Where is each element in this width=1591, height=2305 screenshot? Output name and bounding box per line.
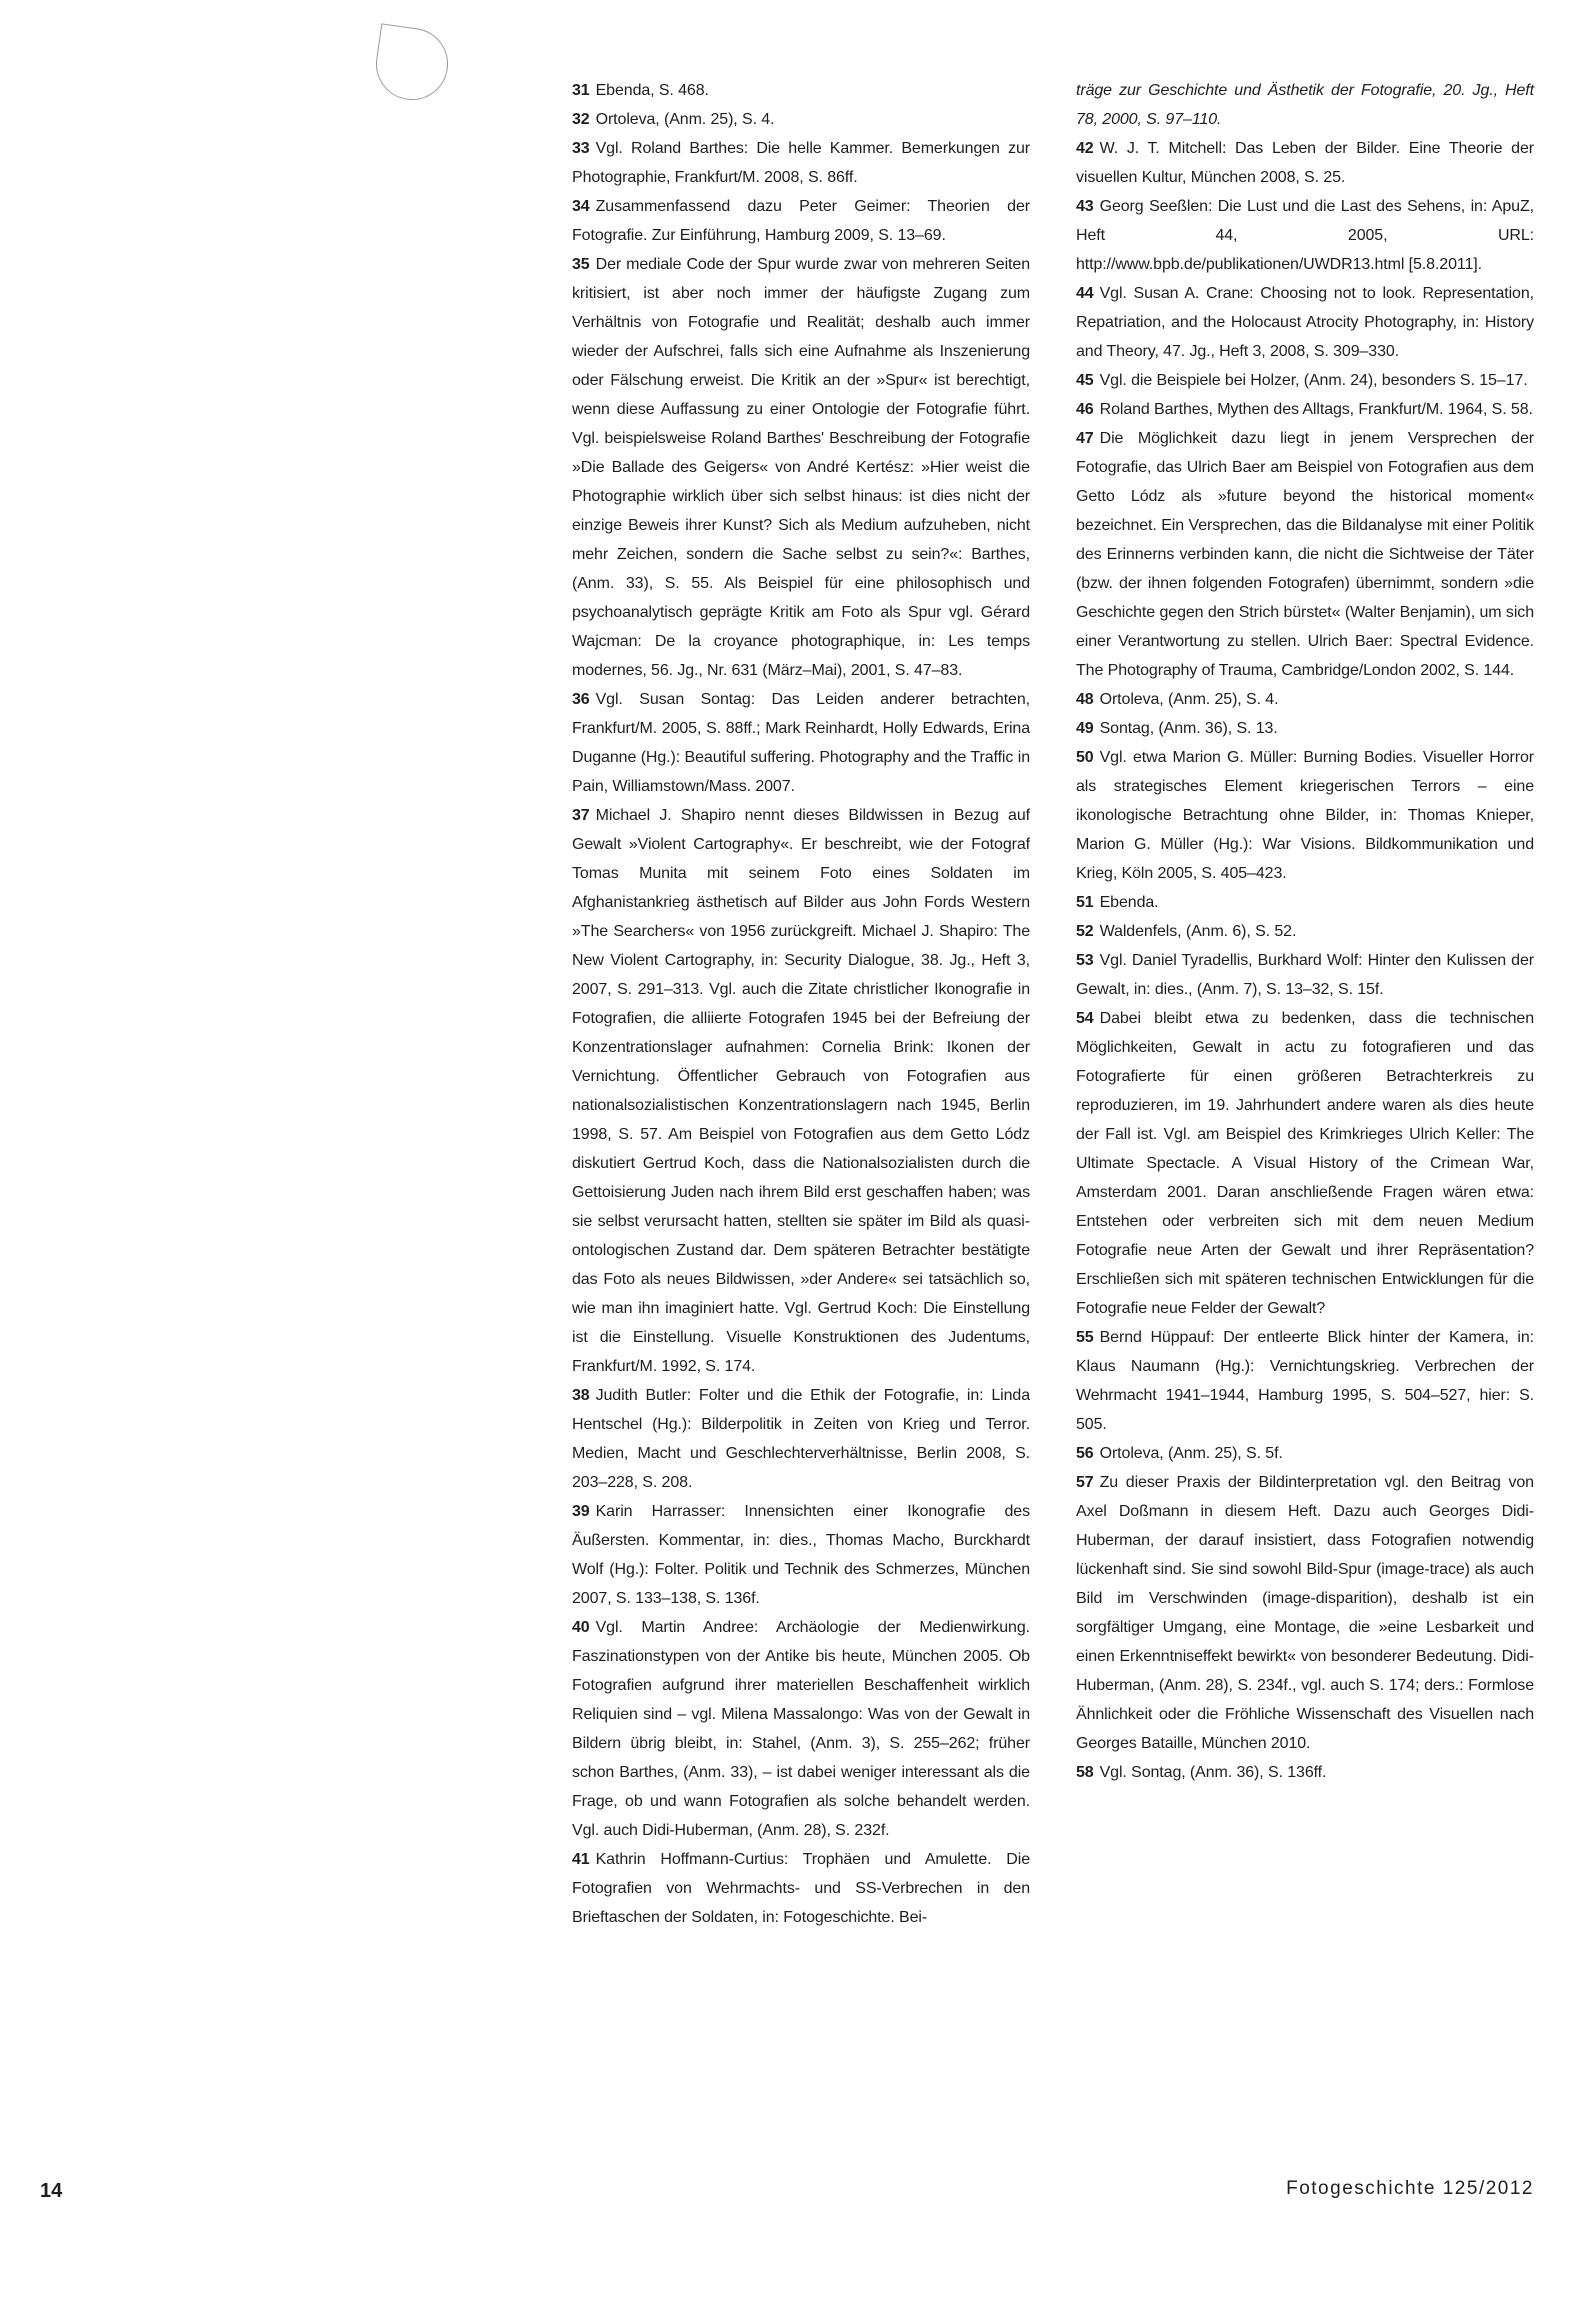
- footnote-text: Ebenda.: [1099, 894, 1159, 911]
- footnote-text: Waldenfels, (Anm. 6), S. 52.: [1099, 923, 1297, 940]
- footnotes-column-left: [572, 76, 1030, 1932]
- footnote: [1076, 366, 1534, 395]
- footnote-text: Die Möglichkeit dazu liegt in jenem Versprechen der Fotografie, das Ulrich Baer am Beispiel von Fotografien aus dem Getto Lódz als »future beyond the historical moment« bezeichnet. Ein Versprechen, das die Bildanalyse mit einer Politik des Erinnerns verbinden kann, die nicht die Sichtweise der Täter (bzw. der ihnen folgenden Fotografen) übernimmt, sondern »die Geschichte gegen den Strich bürstet« (Walter Benjamin), um sich einer Verantwortung zu stellen. Ulrich Baer: Spectral Evidence. The Photography of Trauma, Cambridge/London 2002, S. 144.: [1076, 430, 1534, 679]
- footnote-text: Karin Harrasser: Innensichten einer Ikonografie des Äußersten. Kommentar, in: dies., Thomas Macho, Burckhardt Wolf (Hg.): Folter. Politik und Technik des Schmerzes, München 2007, S. 133–138, S. 136f.: [572, 1503, 1030, 1607]
- footnote-text: Roland Barthes, Mythen des Alltags, Frankfurt/M. 1964, S. 58.: [1099, 401, 1533, 418]
- footnote-text: Ortoleva, (Anm. 25), S. 4.: [1099, 691, 1279, 708]
- footnote-text: Vgl. Roland Barthes: Die helle Kammer. Bemerkungen zur Photographie, Frankfurt/M. 2008, S. 86ff.: [572, 140, 1030, 186]
- footnote-number: 43: [1076, 198, 1094, 215]
- footnote: [1076, 946, 1534, 1004]
- footnote-number: 56: [1076, 1445, 1094, 1462]
- page-number: 14: [40, 2180, 63, 2202]
- footnote-text: Dabei bleibt etwa zu bedenken, dass die technischen Möglichkeiten, Gewalt in actu zu fotografieren und das Fotografierte für einen größeren Betrachterkreis zu reproduzieren, im 19. Jahrhundert andere waren als dies heute der Fall ist. Vgl. am Beispiel des Krimkrieges Ulrich Keller: The Ultimate Spectacle. A Visual History of the Crimean War, Amsterdam 2001. Daran anschließende Fragen wären etwa: Entstehen oder verbreiten sich mit dem neuen Medium Fotografie neue Arten der Gewalt und ihrer Repräsentation? Erschließen sich mit späteren technischen Entwicklungen für die Fotografie neue Felder der Gewalt?: [1076, 1010, 1534, 1317]
- footnote-number: 48: [1076, 691, 1094, 708]
- footnote: [1076, 1439, 1534, 1468]
- footnote: [1076, 1468, 1534, 1758]
- footnote-number: 50: [1076, 749, 1094, 766]
- footnote: [572, 105, 1030, 134]
- footnote-continuation: träge zur Geschichte und Ästhetik der Fotografie, 20. Jg., Heft 78, 2000, S. 97–110.: [1076, 82, 1534, 128]
- footnote-number: 37: [572, 807, 590, 824]
- scan-mark: [371, 23, 452, 104]
- footnote-text: Ortoleva, (Anm. 25), S. 4.: [595, 111, 775, 128]
- footnote: [1076, 714, 1534, 743]
- footnote: [1076, 743, 1534, 888]
- footnote: [1076, 1004, 1534, 1323]
- footnote-number: 45: [1076, 372, 1094, 389]
- footnote-number: 44: [1076, 285, 1094, 302]
- footnote: [1076, 134, 1534, 192]
- footnote-text: Zu dieser Praxis der Bildinterpretation vgl. den Beitrag von Axel Doßmann in diesem Heft. Dazu auch Georges Didi-Huberman, der darauf insistiert, dass Fotografien notwendig lückenhaft sind. Sie sind sowohl Bild-Spur (image-trace) als auch Bild im Verschwinden (image-disparition), deshalb ist ein sorgfältiger Umgang, eine Montage, die »eine Lesbarkeit und einen Erkenntniseffekt bewirkt« von besonderer Bedeutung. Didi-Huberman, (Anm. 28), S. 234f., vgl. auch S. 174; ders.: Formlose Ähnlichkeit oder die Fröhliche Wissenschaft des Visuellen nach Georges Bataille, München 2010.: [1076, 1474, 1534, 1752]
- footnote-text: Sontag, (Anm. 36), S. 13.: [1099, 720, 1278, 737]
- footnote-text: Michael J. Shapiro nennt dieses Bildwissen in Bezug auf Gewalt »Violent Cartography«. Er beschreibt, wie der Fotograf Tomas Munita mit seinem Foto eines Soldaten im Afghanistankrieg ästhetisch auf Bilder aus John Fords Western »The Searchers« von 1956 zurückgreift. Michael J. Shapiro: The New Violent Cartography, in: Security Dialogue, 38. Jg., Heft 3, 2007, S. 291–313. Vgl. auch die Zitate christlicher Ikonografie in Fotografien, die alliierte Fotografen 1945 bei der Befreiung der Konzentrationslager aufnahmen: Cornelia Brink: Ikonen der Vernichtung. Öffentlicher Gebrauch von Fotografien aus nationalsozialistischen Konzentrationslagern nach 1945, Berlin 1998, S. 57. Am Beispiel von Fotografien aus dem Getto Lódz diskutiert Gertrud Koch, dass die Nationalsozialisten durch die Gettoisierung Juden nach ihrem Bild erst geschaffen haben; was sie selbst verursacht hatten, stellten sie später im Bild als quasi-ontologischen Zustand dar. Dem späteren Betrachter bestätigte das Foto als neues Bildwissen, »der Andere« sei tatsächlich so, wie man ihn imaginiert hatte. Vgl. Gertrud Koch: Die Einstellung ist die Einstellung. Visuelle Konstruktionen des Judentums, Frankfurt/M. 1992, S. 174.: [572, 807, 1030, 1375]
- footnote-text: Der mediale Code der Spur wurde zwar von mehreren Seiten kritisiert, ist aber noch immer der häufigste Zugang zum Verhältnis von Fotografie und Realität; deshalb auch immer wieder der Aufschrei, falls sich eine Aufnahme als Inszenierung oder Fälschung erweist. Die Kritik an der »Spur« ist berechtigt, wenn diese Auffassung zu einer Ontologie der Fotografie führt. Vgl. beispielsweise Roland Barthes' Beschreibung der Fotografie »Die Ballade des Geigers« von André Kertész: »Hier weist die Photographie wirklich über sich selbst hinaus: ist dies nicht der einzige Beweis ihrer Kunst? Sich als Medium aufzuheben, nicht mehr Zeichen, sondern die Sache selbst zu sein?«: Barthes, (Anm. 33), S. 55. Als Beispiel für eine philosophisch und psychoanalytisch geprägte Kritik am Foto als Spur vgl. Gérard Wajcman: De la croyance photographique, in: Les temps modernes, 56. Jg., Nr. 631 (März–Mai), 2001, S. 47–83.: [572, 256, 1030, 679]
- footnote-text: W. J. T. Mitchell: Das Leben der Bilder. Eine Theorie der visuellen Kultur, München 2008, S. 25.: [1076, 140, 1534, 186]
- footnotes-column-right: [1076, 76, 1534, 1787]
- footnote: [572, 250, 1030, 685]
- footnote: [572, 76, 1030, 105]
- footnote: [1076, 395, 1534, 424]
- footnote: [1076, 279, 1534, 366]
- footnote-number: 38: [572, 1387, 590, 1404]
- footnote-number: 41: [572, 1851, 590, 1868]
- footnote-number: 51: [1076, 894, 1094, 911]
- footnote: [572, 1497, 1030, 1613]
- footnote-number: 57: [1076, 1474, 1094, 1491]
- footnote-text: Judith Butler: Folter und die Ethik der Fotografie, in: Linda Hentschel (Hg.): Bilderpolitik in Zeiten von Krieg und Terror. Medien, Macht und Geschlechterverhältnisse, Berlin 2008, S. 203–228, S. 208.: [572, 1387, 1030, 1491]
- footnote: [1076, 1323, 1534, 1439]
- footnote-number: 33: [572, 140, 590, 157]
- footnote-number: 36: [572, 691, 590, 708]
- footnote-text: Bernd Hüppauf: Der entleerte Blick hinter der Kamera, in: Klaus Naumann (Hg.): Vernichtungskrieg. Verbrechen der Wehrmacht 1941–1944, Hamburg 1995, S. 504–527, hier: S. 505.: [1076, 1329, 1534, 1433]
- footnote: [572, 1845, 1030, 1932]
- footnote: [572, 134, 1030, 192]
- footnote-text: Vgl. die Beispiele bei Holzer, (Anm. 24), besonders S. 15–17.: [1099, 372, 1528, 389]
- footnote: [572, 801, 1030, 1381]
- footnote-text: Vgl. Sontag, (Anm. 36), S. 136ff.: [1099, 1764, 1327, 1781]
- footnote: [572, 1613, 1030, 1845]
- footnote: [1076, 888, 1534, 917]
- footnote-number: 49: [1076, 720, 1094, 737]
- footnote-text: Ortoleva, (Anm. 25), S. 5f.: [1099, 1445, 1283, 1462]
- footnote-text: Vgl. etwa Marion G. Müller: Burning Bodies. Visueller Horror als strategisches Element kriegerischen Terrors – eine ikonologische Betrachtung ohne Bilder, in: Thomas Knieper, Marion G. Müller (Hg.): War Visions. Bildkommunikation und Krieg, Köln 2005, S. 405–423.: [1076, 749, 1534, 882]
- footnote-text: Ebenda, S. 468.: [595, 82, 709, 99]
- footnote: [1076, 917, 1534, 946]
- footnote-number: 42: [1076, 140, 1094, 157]
- footnote-number: 52: [1076, 923, 1094, 940]
- footnote-text: Vgl. Susan A. Crane: Choosing not to look. Representation, Repatriation, and the Holocaust Atrocity Photography, in: History and Theory, 47. Jg., Heft 3, 2008, S. 309–330.: [1076, 285, 1534, 360]
- footnote: [1076, 192, 1534, 279]
- footnote-text: Zusammenfassend dazu Peter Geimer: Theorien der Fotografie. Zur Einführung, Hamburg 2009, S. 13–69.: [572, 198, 1030, 244]
- footnote: [1076, 1758, 1534, 1787]
- footnote-number: 47: [1076, 430, 1094, 447]
- footnote-text: Vgl. Daniel Tyradellis, Burkhard Wolf: Hinter den Kulissen der Gewalt, in: dies., (Anm. 7), S. 13–32, S. 15f.: [1076, 952, 1534, 998]
- footnote-number: 58: [1076, 1764, 1094, 1781]
- footnote-number: 35: [572, 256, 590, 273]
- footnote-number: 31: [572, 82, 590, 99]
- footnote-text: Vgl. Martin Andree: Archäologie der Medienwirkung. Faszinationstypen von der Antike bis heute, München 2005. Ob Fotografien aufgrund ihrer materiellen Beschaffenheit wirklich Reliquien sind – vgl. Milena Massalongo: Was von der Gewalt in Bildern übrig bleibt, in: Stahel, (Anm. 3), S. 255–262; früher schon Barthes, (Anm. 33), – ist dabei weniger interessant als die Frage, ob und wann Fotografien als solche behandelt werden. Vgl. auch Didi-Huberman, (Anm. 28), S. 232f.: [572, 1619, 1030, 1839]
- footnote-number: 34: [572, 198, 590, 215]
- footnote-number: 40: [572, 1619, 590, 1636]
- footnote-text: Kathrin Hoffmann-Curtius: Trophäen und Amulette. Die Fotografien von Wehrmachts- und SS-Verbrechen in den Brieftaschen der Soldaten, in: Fotogeschichte. Bei-: [572, 1851, 1030, 1926]
- journal-footer: Fotogeschichte 125/2012: [1286, 2178, 1534, 2199]
- footnote-number: 53: [1076, 952, 1094, 969]
- footnote: [1076, 424, 1534, 685]
- footnote-number: 46: [1076, 401, 1094, 418]
- footnote: [572, 192, 1030, 250]
- footnote-number: 32: [572, 111, 590, 128]
- footnote-number: 54: [1076, 1010, 1094, 1027]
- footnote: [572, 685, 1030, 801]
- footnote: [1076, 685, 1534, 714]
- footnote-number: 39: [572, 1503, 590, 1520]
- footnote-text: Vgl. Susan Sontag: Das Leiden anderer betrachten, Frankfurt/M. 2005, S. 88ff.; Mark Reinhardt, Holly Edwards, Erina Duganne (Hg.): Beautiful suffering. Photography and the Traffic in Pain, Williamstown/Mass. 2007.: [572, 691, 1030, 795]
- footnote-text: Georg Seeßlen: Die Lust und die Last des Sehens, in: ApuZ, Heft 44, 2005, URL: http://www.bpb.de/publikationen/UWDR13.html [5.8.2011].: [1076, 198, 1534, 273]
- footnote-number: 55: [1076, 1329, 1094, 1346]
- footnote: [572, 1381, 1030, 1497]
